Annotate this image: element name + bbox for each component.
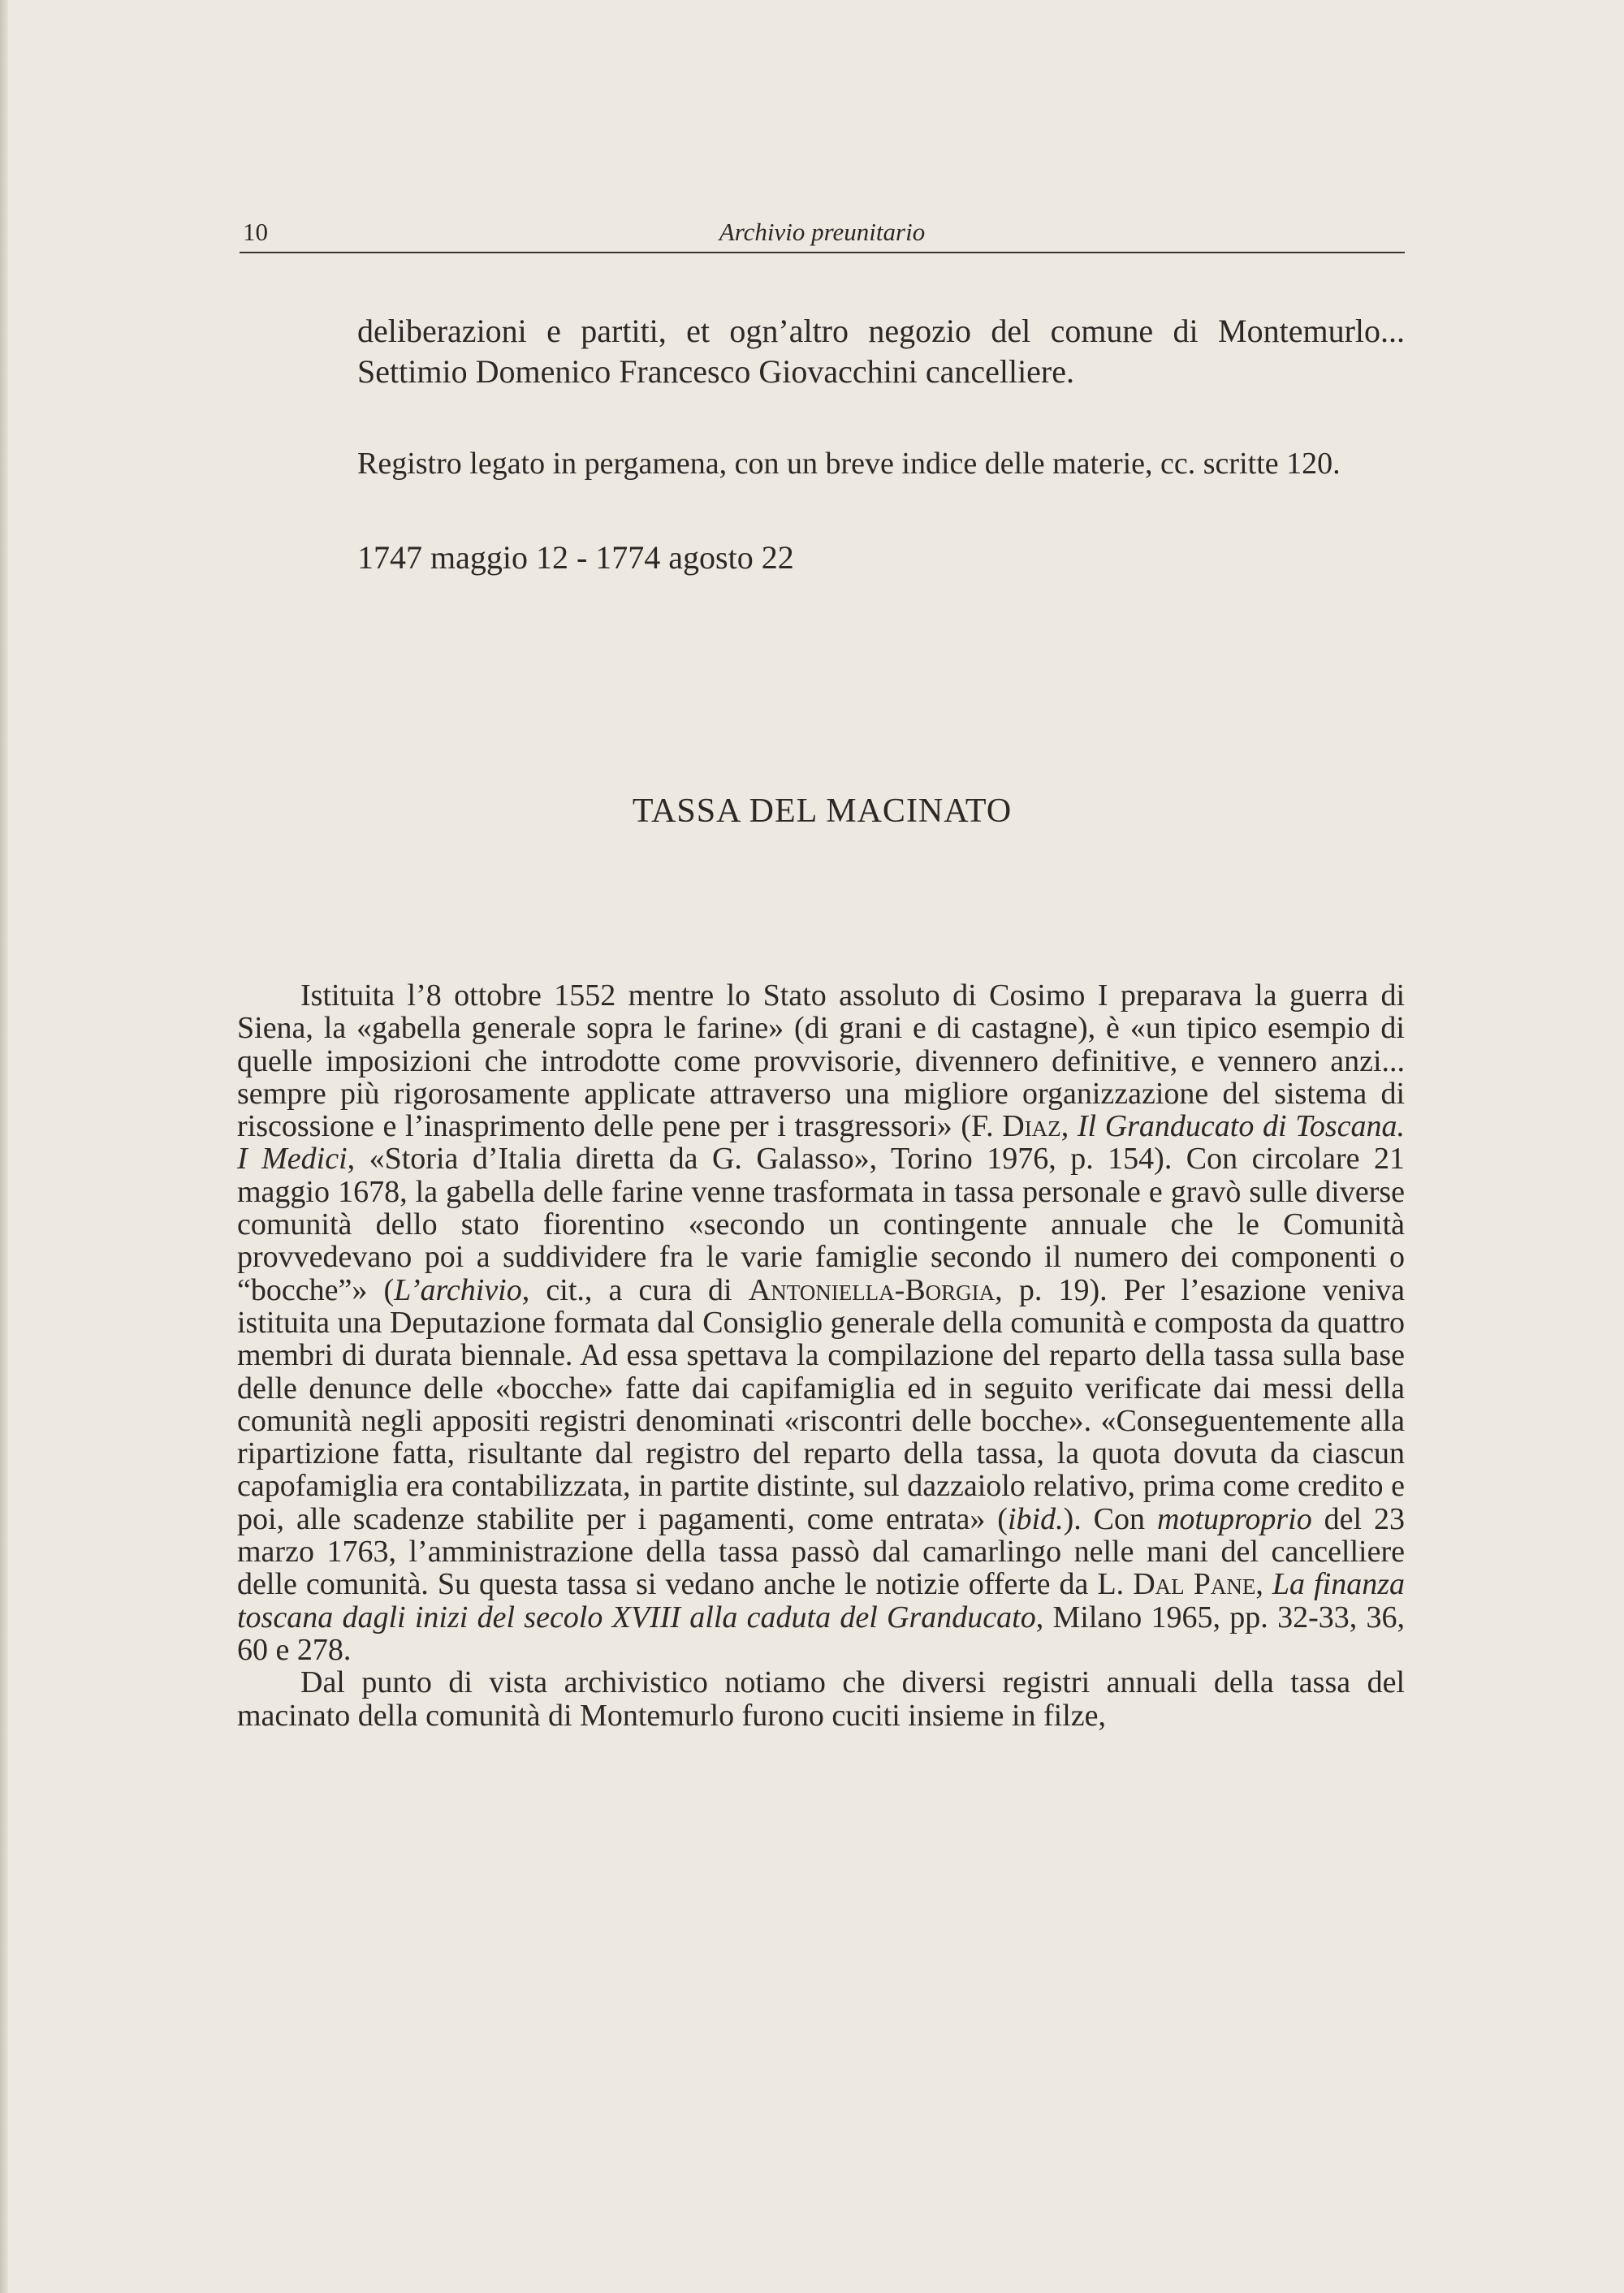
- book-title: Il Granducato di Toscana. I Medici: [237, 1109, 1406, 1177]
- entry-title-text: deliberazioni e partiti, et ogn’altro negozio del comune di Montemurlo... Settimio Domenico Francesco Giovacchini cancelliere.: [357, 313, 1405, 390]
- text-run: del 23 marzo 1763, l’amministrazione della tassa passò dal camarlingo nelle mani del cancelliere delle comunità. Su questa tassa si vedano anche le notizie offerte da L.: [237, 1501, 1406, 1602]
- book-title: L’archivio: [394, 1272, 522, 1307]
- text-run: , p. 19). Per l’esazione veniva istituita una Deputazione formata dal Consiglio generale della comunità e composta da quattro membri di durata biennale. Ad essa spettava la compilazione del reparto della tassa sulla base delle denunce delle «bocche» fatte dai capifamiglia ed in seguito verificate dai messi della comunità negli appositi registri denominati «riscontri delle bocche». «Conseguentemente alla ripartizione fatta, risultante dal registro del reparto della tassa, la quota dovuta da ciascun capofamiglia era contabilizzata, in partite distinte, sul dazzaiolo relativo, prima come credito e poi, alle scadenze stabilite per i pagamenti, come entrata» (: [237, 1272, 1406, 1536]
- text-run: ,: [1060, 1109, 1078, 1144]
- running-title: Archivio preunitario: [719, 218, 926, 246]
- page-number: 10: [243, 218, 268, 246]
- running-head: [240, 218, 1405, 253]
- author-name: Antoniella-Borgia: [748, 1272, 996, 1307]
- text-run: ,: [1255, 1567, 1272, 1602]
- latin-term: motuproprio: [1156, 1501, 1312, 1536]
- book-title: La finanza toscana dagli inizi del secolo XVIII alla caduta del Granducato: [237, 1567, 1405, 1634]
- entry-description: Registro legato in pergamena, con un breve indice delle materie, cc. scritte 120.: [357, 447, 1341, 481]
- author-name: Dal Pane: [1133, 1567, 1256, 1602]
- section-heading: TASSA DEL MACINATO: [632, 792, 1013, 830]
- paragraph-2: Dal punto di vista archivistico notiamo che diversi registri annuali della tassa del macinato della comunità di Montemurlo furono cuciti insieme in filze,: [237, 1665, 1405, 1733]
- citation-abbrev: ibid.: [1007, 1501, 1064, 1536]
- author-name: Diaz: [1002, 1109, 1061, 1144]
- text-run: , cit., a cura di: [521, 1272, 749, 1307]
- entry-date-range: 1747 maggio 12 - 1774 agosto 22: [357, 539, 794, 576]
- text-run: Istituita l’8 ottobre 1552 mentre lo Stato assoluto di Cosimo I preparava la guerra di Siena, la «gabella generale sopra le farine» (di grani e di castagne), è «un tipico esempio di quelle imposizioni che introdotte come provvisorie, divennero definitive, e vennero anzi... sempre più rigorosamente applicate attraverso una migliore organizzazione del sistema di riscossione e l’inasprimento delle pene per i trasgressori» (F.: [237, 978, 1405, 1144]
- page-edge: [0, 0, 8, 2293]
- text-run: , «Storia d’Italia diretta da G. Galasso», Torino 1976, p. 154). Con circolare 21 maggio 1678, la gabella delle farine venne trasformata in tassa personale e gravò sulle diverse comunità dello stato fiorentino «secondo un contingente annuale che le Comunità provvedevano poi a suddividere fra le varie famiglie secondo il numero dei componenti o “bocche”» (: [237, 1142, 1405, 1307]
- body-text: [237, 979, 1405, 1732]
- paragraph-1: [237, 979, 1405, 1666]
- text-run: , Milano 1965, pp. 32-33, 36, 60 e 278.: [237, 1600, 1405, 1667]
- text-run: ). Con: [1063, 1501, 1157, 1536]
